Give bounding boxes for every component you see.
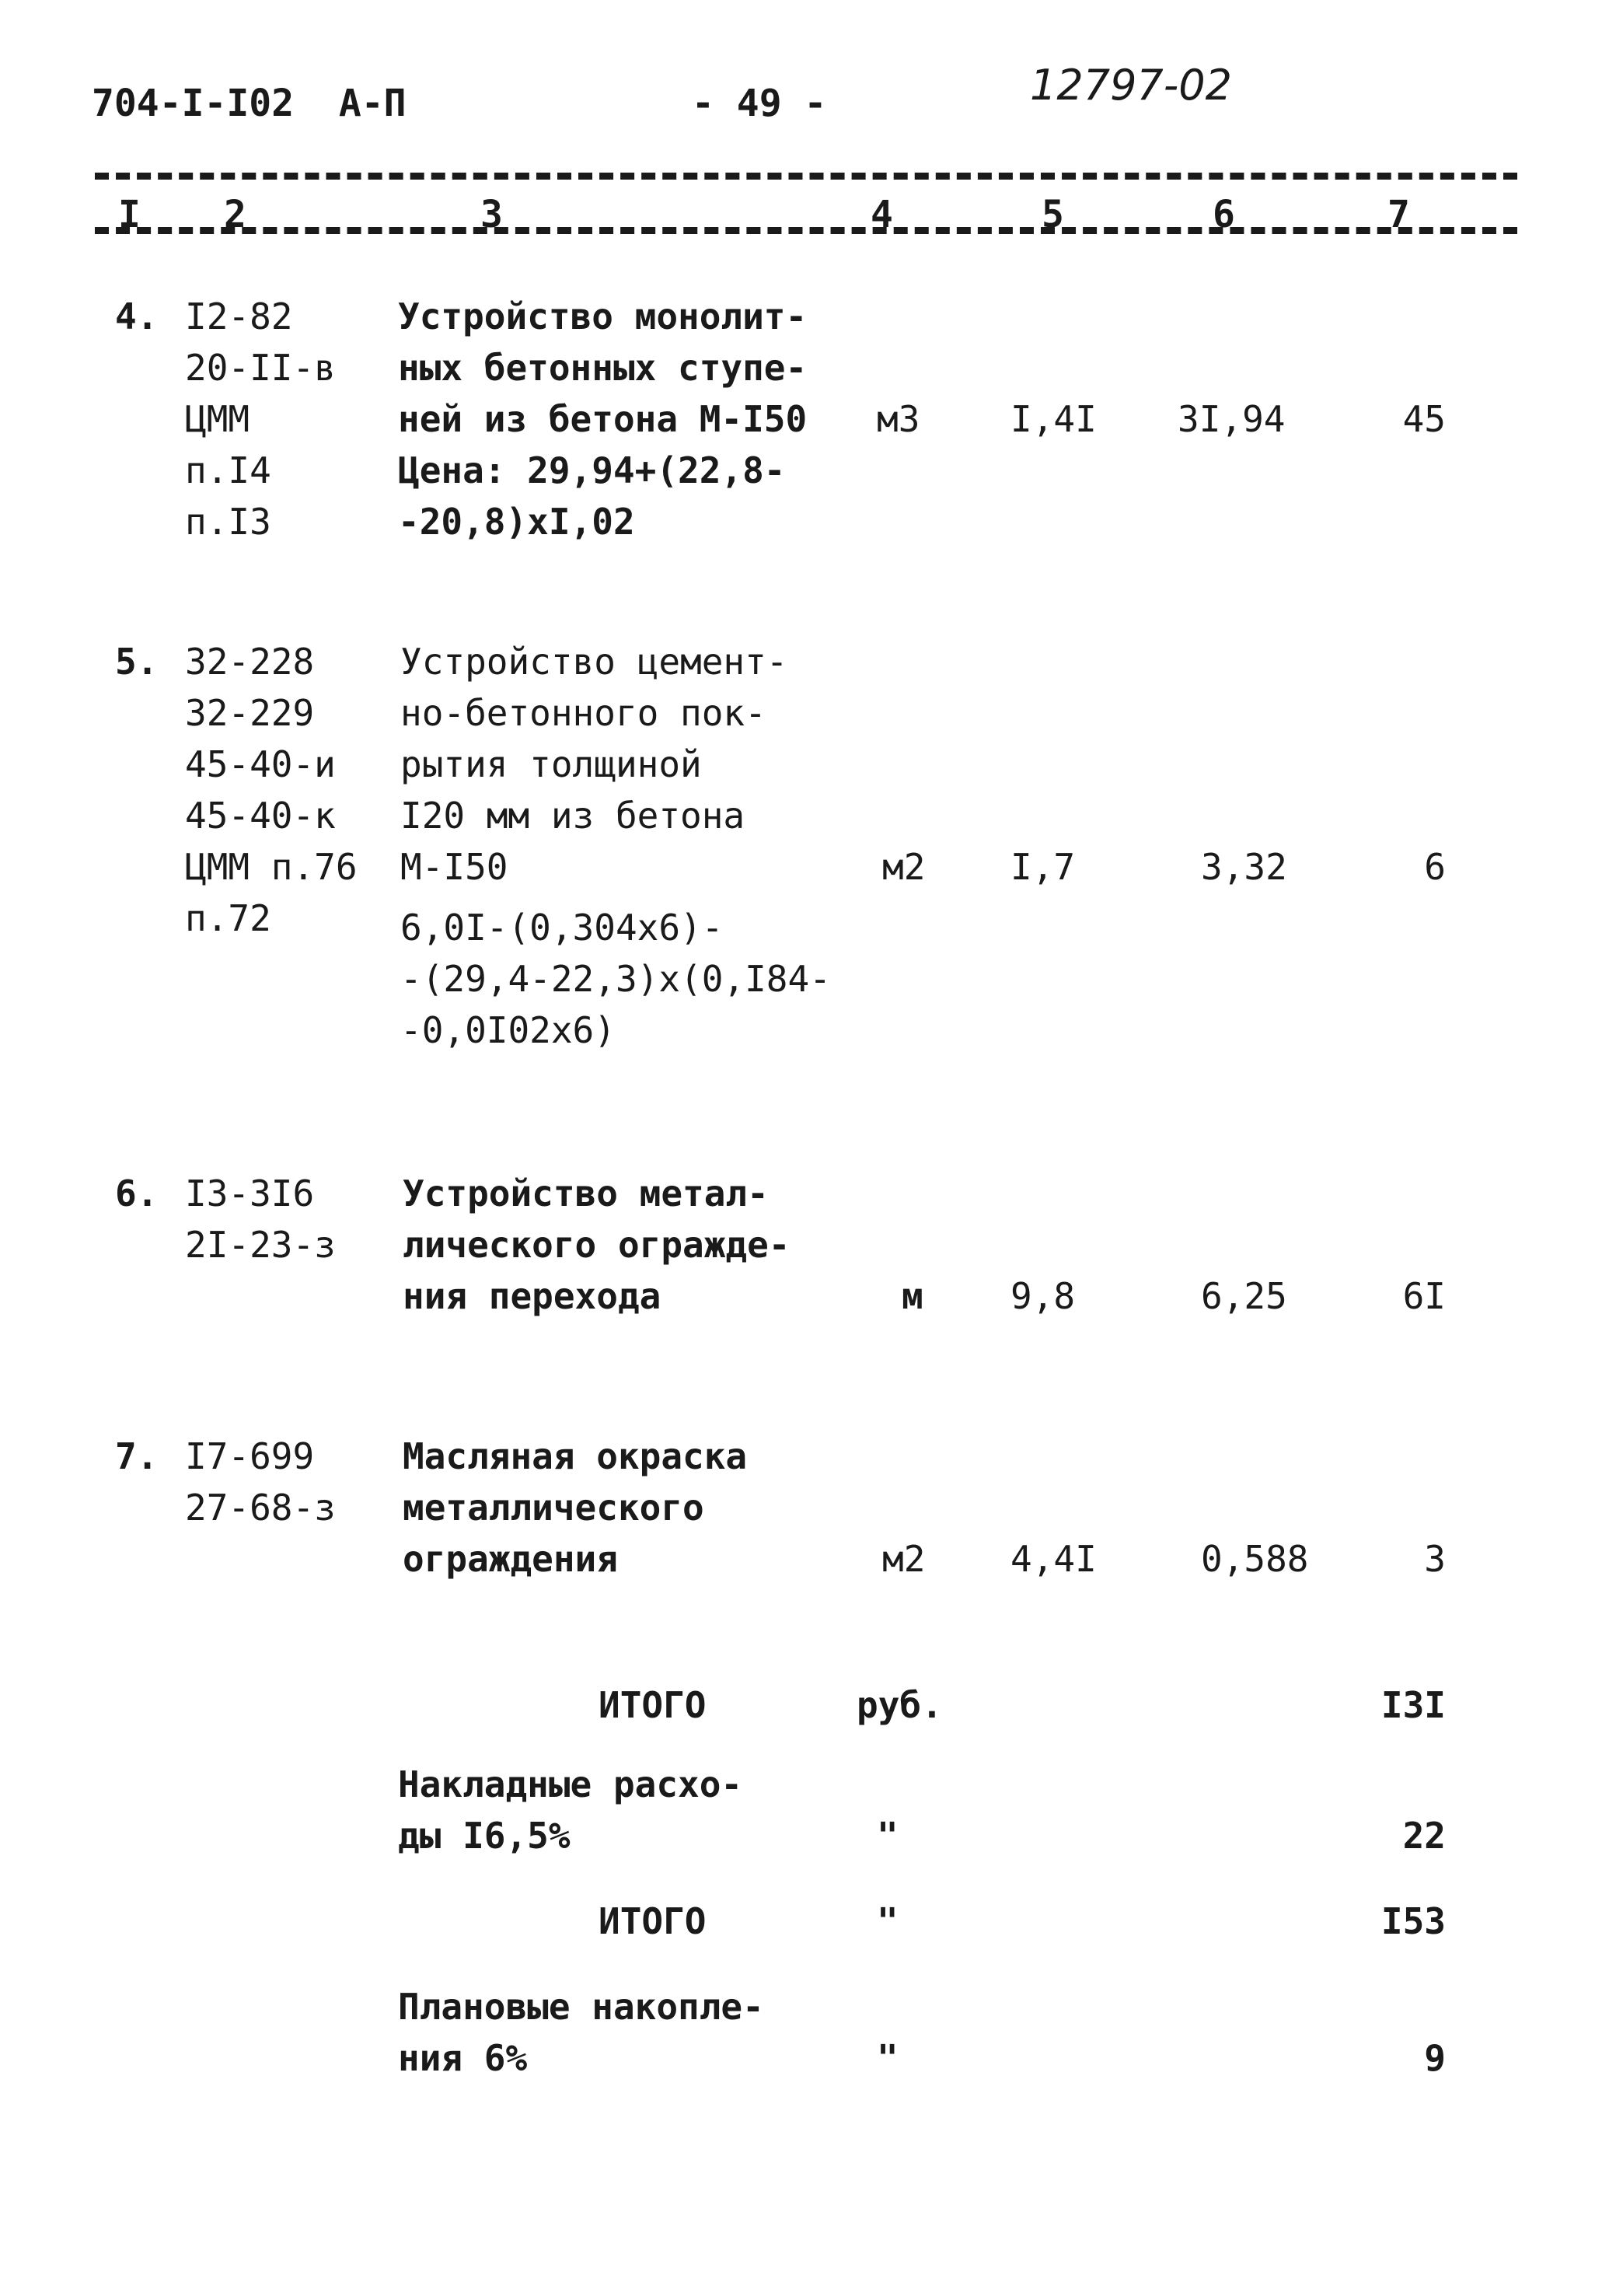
code-line: ЦММ [185, 398, 250, 440]
overhead-unit: " [877, 1815, 899, 1857]
code-line: 32-229 [185, 692, 315, 734]
header-bottom-rule [95, 227, 1517, 234]
savings-label [398, 1981, 764, 2084]
row-total: 45 [1402, 398, 1446, 440]
savings-line: Плановые накопле- [398, 1986, 764, 2028]
itogo-label: ИТОГО [599, 1684, 707, 1726]
description-line: но-бетонного пок- [400, 692, 766, 734]
description-line: рытия толщиной [400, 743, 702, 785]
archive-number: 12797-02 [1030, 61, 1232, 110]
row-number: 4. [115, 295, 159, 337]
itogo-total: I3I [1380, 1684, 1446, 1726]
row-description [403, 1431, 747, 1585]
savings-line: ния 6% [398, 2037, 528, 2079]
description-line: ней из бетона М-I50 [398, 398, 808, 440]
code-line: п.I4 [185, 449, 271, 491]
row-quantity: 9,8 [1010, 1275, 1076, 1317]
page-number: - 49 - [692, 82, 827, 125]
description-line: I20 мм из бетона [400, 795, 745, 837]
code-line: 32-228 [185, 641, 315, 683]
row-total: 6I [1402, 1275, 1446, 1317]
row-unit: м3 [877, 398, 920, 440]
description-line: ных бетонных ступе- [398, 347, 808, 389]
row-description [400, 636, 788, 893]
code-line: 2I-23-з [185, 1224, 336, 1266]
row-number: 7. [115, 1435, 159, 1477]
formula-line: 6,0I-(0,304x6)- [400, 907, 724, 949]
description-line: Цена: 29,94+(22,8- [398, 449, 786, 491]
savings-unit: " [877, 2037, 899, 2079]
itogo-unit: руб. [857, 1684, 943, 1726]
column-header-1: I [118, 193, 141, 236]
overhead-line: Накладные расхо- [398, 1763, 743, 1805]
description-line: Масляная окраска [403, 1435, 748, 1477]
row-description [398, 291, 807, 547]
code-line: ЦММ п.76 [185, 846, 358, 888]
table-row [115, 1168, 158, 1219]
column-header-6: 6 [1213, 193, 1235, 236]
column-header-2: 2 [224, 193, 246, 236]
row-quantity: 4,4I [1010, 1538, 1097, 1580]
column-header-4: 4 [871, 193, 893, 236]
row-price: 6,25 [1201, 1275, 1287, 1317]
row-total: 6 [1424, 846, 1446, 888]
code-line: п.I3 [185, 501, 271, 543]
overhead-label [398, 1759, 742, 1861]
code-line: I3-3I6 [185, 1172, 315, 1214]
overhead-line: ды I6,5% [398, 1815, 571, 1857]
row-description [403, 1168, 791, 1322]
itogo2-total: I53 [1380, 1900, 1446, 1942]
description-line: Устройство цемент- [400, 641, 788, 683]
description-line: Устройство метал- [403, 1172, 769, 1214]
row-formula [400, 902, 831, 1056]
formula-line: -(29,4-22,3)x(0,I84- [400, 958, 831, 1000]
row-price: 3,32 [1201, 846, 1287, 888]
code-line: 45-40-и [185, 743, 336, 785]
formula-line: -0,0I02x6) [400, 1009, 616, 1051]
table-row [115, 636, 158, 687]
row-price: 0,588 [1201, 1538, 1309, 1580]
row-number: 6. [115, 1172, 159, 1214]
description-line: Устройство монолит- [398, 295, 808, 337]
itogo2-label: ИТОГО [599, 1900, 707, 1942]
description-line: ния перехода [403, 1275, 661, 1317]
row-total: 3 [1424, 1538, 1446, 1580]
row-codes [185, 291, 336, 547]
code-line: 27-68-з [185, 1487, 336, 1529]
row-unit: м2 [882, 846, 926, 888]
row-price: 3I,94 [1178, 398, 1286, 440]
row-codes [185, 1168, 336, 1270]
row-number: 5. [115, 641, 159, 683]
column-header-7: 7 [1387, 193, 1410, 236]
row-unit: м [902, 1275, 923, 1317]
itogo2-unit: " [877, 1900, 899, 1942]
description-line: ограждения [403, 1538, 618, 1580]
row-codes [185, 1431, 336, 1533]
header-top-rule [95, 173, 1517, 180]
code-line: 45-40-к [185, 795, 336, 837]
overhead-total: 22 [1402, 1815, 1446, 1857]
row-quantity: I,4I [1010, 398, 1097, 440]
savings-total: 9 [1424, 2037, 1446, 2079]
description-line: металлического [403, 1487, 704, 1529]
column-header-5: 5 [1042, 193, 1064, 236]
document-code: 704-I-I02 А-П [92, 82, 407, 125]
code-line: 20-II-в [185, 347, 336, 389]
table-row [115, 1431, 158, 1482]
description-line: М-I50 [400, 846, 508, 888]
row-codes [185, 636, 358, 944]
code-line: п.72 [185, 897, 271, 939]
column-header-3: 3 [480, 193, 503, 236]
table-row [115, 291, 158, 342]
description-line: -20,8)xI,02 [398, 501, 635, 543]
code-line: I7-699 [185, 1435, 315, 1477]
row-quantity: I,7 [1010, 846, 1076, 888]
row-unit: м2 [882, 1538, 926, 1580]
code-line: I2-82 [185, 295, 293, 337]
description-line: лического огражде- [403, 1224, 791, 1266]
